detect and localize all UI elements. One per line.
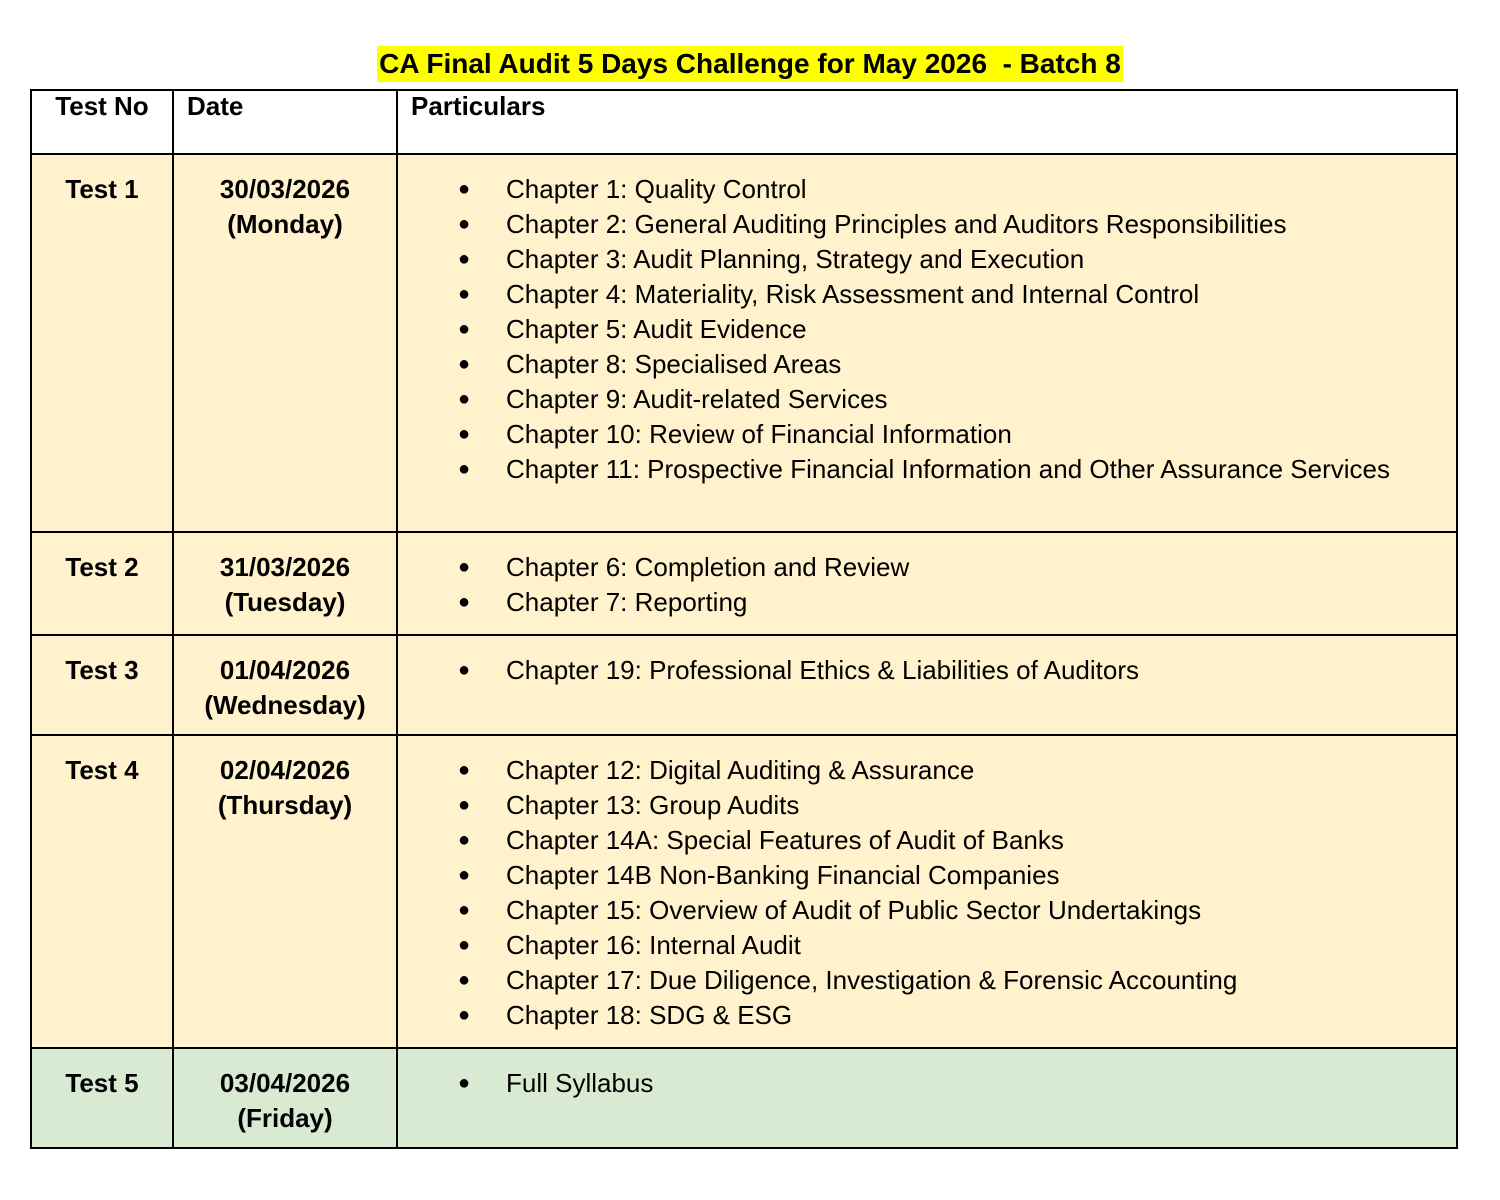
day-value: (Thursday)	[217, 790, 353, 820]
day-value: (Wednesday)	[204, 690, 366, 720]
bullet-icon: ●	[458, 829, 471, 851]
particulars-cell	[397, 532, 1457, 635]
date-cell	[173, 1048, 397, 1148]
day-value: (Tuesday)	[224, 587, 346, 617]
topic-list	[398, 1066, 1456, 1101]
bullet-icon: ●	[458, 388, 471, 410]
topic-item	[458, 788, 1416, 823]
topic-item	[458, 207, 1416, 242]
topic-item	[458, 823, 1416, 858]
topic-text: Chapter 7: Reporting	[506, 587, 748, 617]
topic-item	[458, 753, 1416, 788]
test-number-cell: Test 4	[31, 735, 173, 1048]
topic-item	[458, 585, 1416, 620]
schedule-body	[31, 154, 1457, 1148]
bullet-icon: ●	[458, 248, 471, 270]
topic-item	[458, 172, 1416, 207]
topic-text: Chapter 8: Specialised Areas	[506, 349, 842, 379]
header-date: Date	[173, 90, 397, 154]
particulars-cell	[397, 154, 1457, 532]
table-row	[31, 154, 1457, 532]
bullet-icon: ●	[458, 213, 471, 235]
topic-text: Chapter 17: Due Diligence, Investigation & Forensic Accounting	[506, 965, 1238, 995]
topic-text: Chapter 2: General Auditing Principles and Auditors Responsibilities	[506, 209, 1287, 239]
topic-item	[458, 242, 1416, 277]
topic-item	[458, 550, 1416, 585]
topic-text: Full Syllabus	[506, 1068, 654, 1098]
topic-text: Chapter 6: Completion and Review	[506, 552, 910, 582]
bullet-icon: ●	[458, 934, 471, 956]
bullet-icon: ●	[458, 556, 471, 578]
topic-text: Chapter 5: Audit Evidence	[506, 314, 807, 344]
table-row	[31, 532, 1457, 635]
topic-item	[458, 277, 1416, 312]
schedule-table	[30, 89, 1458, 1149]
topic-item	[458, 347, 1416, 382]
bullet-icon: ●	[458, 423, 471, 445]
bullet-icon: ●	[458, 1072, 471, 1094]
topic-text: Chapter 18: SDG & ESG	[506, 1000, 793, 1030]
day-value: (Friday)	[237, 1103, 333, 1133]
particulars-cell	[397, 735, 1457, 1048]
date-cell	[173, 532, 397, 635]
topic-item	[458, 998, 1416, 1033]
date-cell	[173, 154, 397, 532]
date-value: 01/04/2026	[219, 655, 351, 685]
topic-text: Chapter 1: Quality Control	[506, 174, 807, 204]
topic-text: Chapter 3: Audit Planning, Strategy and Execution	[506, 244, 1085, 274]
topic-item	[458, 452, 1416, 487]
bullet-icon: ●	[458, 864, 471, 886]
topic-list	[398, 550, 1456, 620]
bullet-icon: ●	[458, 318, 471, 340]
bullet-icon: ●	[458, 353, 471, 375]
bullet-icon: ●	[458, 178, 471, 200]
bullet-icon: ●	[458, 283, 471, 305]
topic-item	[458, 963, 1416, 998]
header-particulars: Particulars	[397, 90, 1457, 154]
particulars-cell	[397, 635, 1457, 735]
topic-text: Chapter 13: Group Audits	[506, 790, 800, 820]
date-value: 02/04/2026	[219, 755, 351, 785]
topic-text: Chapter 16: Internal Audit	[506, 930, 801, 960]
date-cell	[173, 635, 397, 735]
day-value: (Monday)	[227, 209, 343, 239]
topic-text: Chapter 14B Non-Banking Financial Companies	[506, 860, 1060, 890]
bullet-icon: ●	[458, 659, 471, 681]
topic-list	[398, 653, 1456, 688]
topic-item	[458, 417, 1416, 452]
table-row	[31, 635, 1457, 735]
page-title: CA Final Audit 5 Days Challenge for May 2026 - Batch 8	[377, 46, 1123, 82]
table-row	[31, 735, 1457, 1048]
table-row	[31, 1048, 1457, 1148]
date-value: 30/03/2026	[219, 174, 351, 204]
bullet-icon: ●	[458, 969, 471, 991]
topic-list	[398, 753, 1456, 1033]
topic-item	[458, 893, 1416, 928]
topic-item	[458, 312, 1416, 347]
topic-text: Chapter 19: Professional Ethics & Liabilities of Auditors	[506, 655, 1140, 685]
date-value: 31/03/2026	[219, 552, 351, 582]
test-number-cell: Test 5	[31, 1048, 173, 1148]
header-test-no: Test No	[31, 90, 173, 154]
topic-item	[458, 858, 1416, 893]
topic-text: Chapter 14A: Special Features of Audit of Banks	[506, 825, 1064, 855]
topic-text: Chapter 12: Digital Auditing & Assurance	[506, 755, 975, 785]
test-number-cell: Test 2	[31, 532, 173, 635]
bullet-icon: ●	[458, 759, 471, 781]
topic-text: Chapter 4: Materiality, Risk Assessment and Internal Control	[506, 279, 1200, 309]
bullet-icon: ●	[458, 591, 471, 613]
topic-text: Chapter 9: Audit-related Services	[506, 384, 888, 414]
topic-text: Chapter 10: Review of Financial Information	[506, 419, 1012, 449]
date-cell	[173, 735, 397, 1048]
topic-text: Chapter 15: Overview of Audit of Public Sector Undertakings	[506, 895, 1202, 925]
topic-text: Chapter 11: Prospective Financial Information and Other Assurance Services	[506, 454, 1390, 484]
topic-item	[458, 382, 1416, 417]
bullet-icon: ●	[458, 458, 471, 480]
topic-item	[458, 1066, 1416, 1101]
date-value: 03/04/2026	[219, 1068, 351, 1098]
table-header-row	[31, 90, 1457, 154]
test-number-cell: Test 1	[31, 154, 173, 532]
bullet-icon: ●	[458, 794, 471, 816]
topic-list	[398, 172, 1456, 487]
topic-item	[458, 653, 1416, 688]
particulars-cell	[397, 1048, 1457, 1148]
test-number-cell: Test 3	[31, 635, 173, 735]
bullet-icon: ●	[458, 899, 471, 921]
bullet-icon: ●	[458, 1004, 471, 1026]
title-wrapper	[0, 46, 1500, 82]
topic-item	[458, 928, 1416, 963]
